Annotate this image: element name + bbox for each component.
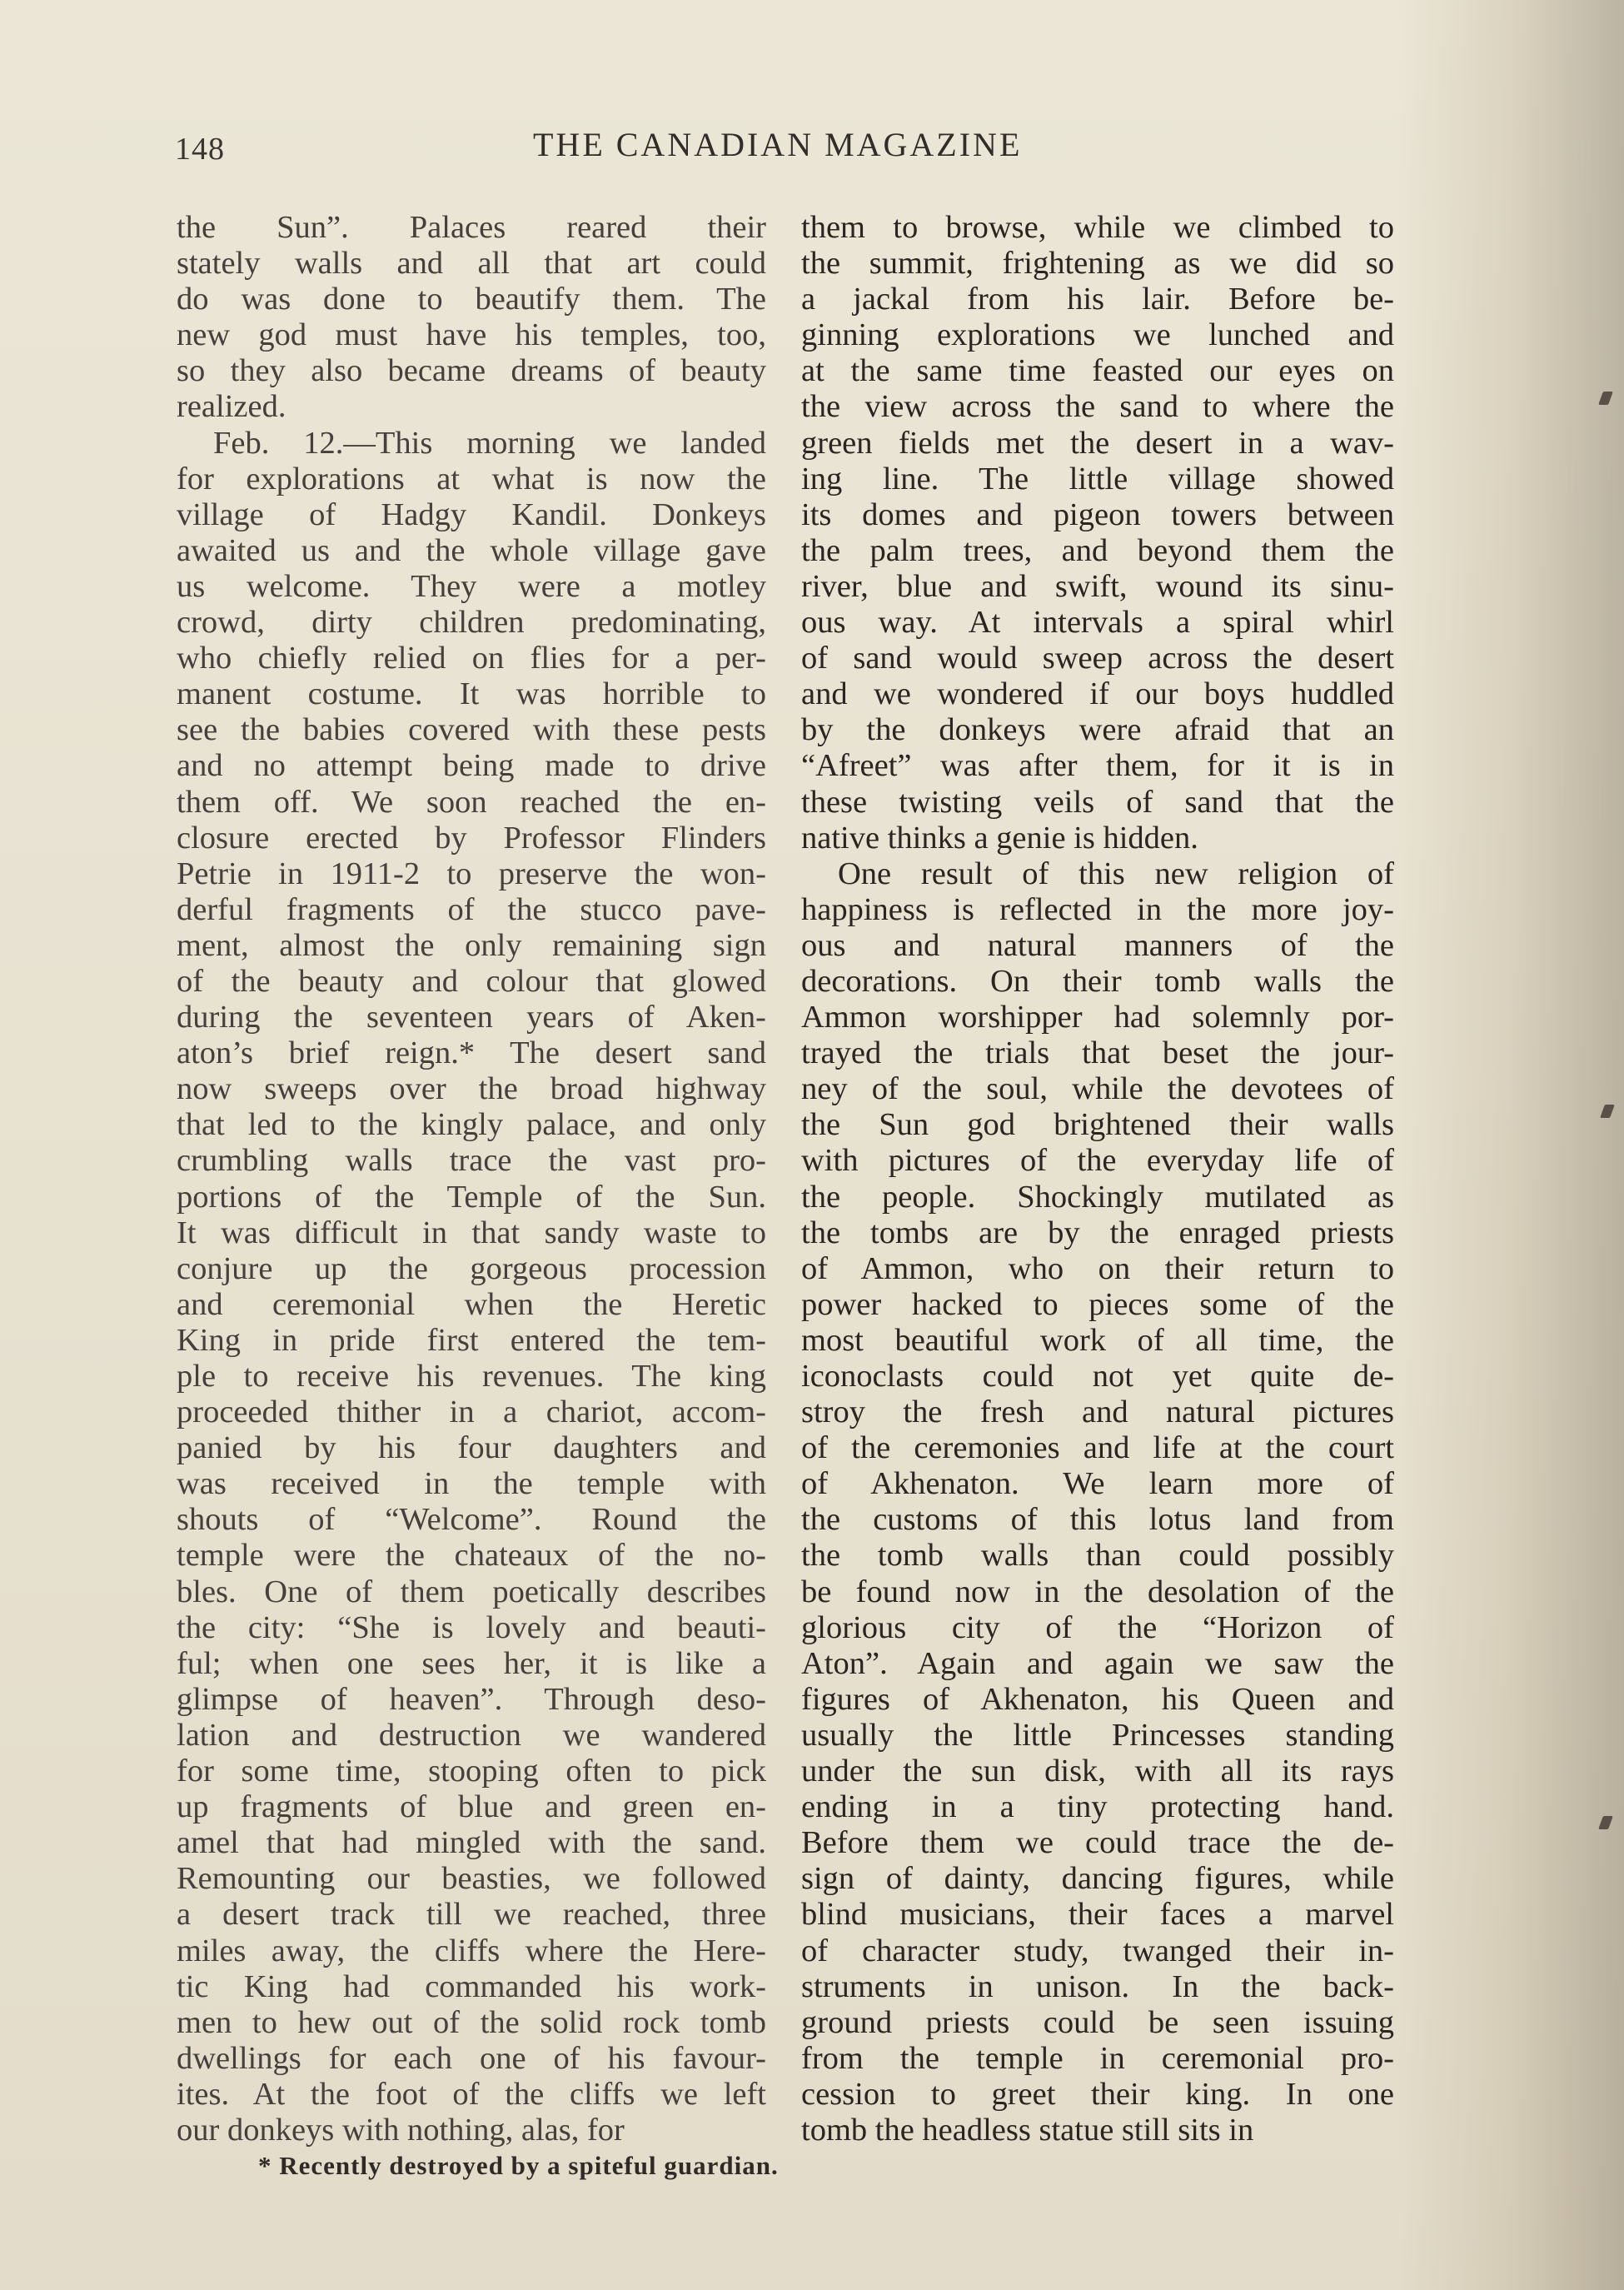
text-line: Petrie in 1911-2 to preserve the won- — [177, 856, 766, 891]
text-line: ending in a tiny protecting hand. — [801, 1789, 1394, 1825]
text-line: One result of this new religion of — [838, 856, 1394, 891]
text-line: iconoclasts could not yet quite de- — [801, 1359, 1394, 1394]
text-line: tic King had commanded his work- — [177, 1968, 766, 2004]
text-line: ing line. The little village showed — [801, 461, 1394, 496]
text-line: the summit, frightening as we did so — [801, 246, 1394, 282]
text-line: the city: “She is lovely and beauti- — [177, 1609, 766, 1645]
text-line: of character study, twanged their in- — [801, 1933, 1394, 1968]
text-line: awaited us and the whole village gave — [177, 532, 766, 568]
text-line: realized. — [177, 389, 286, 425]
text-line: and we wondered if our boys huddled — [801, 676, 1394, 712]
text-line: the tomb walls than could possibly — [801, 1538, 1394, 1574]
text-line: closure erected by Professor Flinders — [177, 820, 766, 856]
text-line: It was difficult in that sandy waste to — [177, 1215, 766, 1250]
text-line: dwellings for each one of his favour- — [177, 2040, 766, 2076]
text-line: stately walls and all that art could — [177, 246, 766, 282]
text-line: ple to receive his revenues. The king — [177, 1359, 766, 1394]
text-line: glimpse of heaven”. Through deso- — [177, 1681, 766, 1717]
text-line: temple were the chateaux of the no- — [177, 1538, 766, 1574]
text-line: stroy the fresh and natural pictures — [801, 1394, 1394, 1430]
text-line: green fields met the desert in a wav- — [801, 425, 1394, 461]
text-line: ous way. At intervals a spiral whirl — [801, 605, 1394, 641]
text-line: a jackal from his lair. Before be- — [801, 282, 1394, 317]
text-line: men to hew out of the solid rock tomb — [177, 2004, 766, 2040]
text-line: at the same time feasted our eyes on — [801, 353, 1394, 389]
text-line: do was done to beautify them. The — [177, 282, 766, 317]
text-line: Before them we could trace the de- — [801, 1825, 1394, 1861]
text-line: the palm trees, and beyond them the — [801, 532, 1394, 568]
text-line: during the seventeen years of Aken- — [177, 1000, 766, 1035]
text-line: for explorations at what is now the — [177, 461, 766, 496]
text-line: miles away, the cliffs where the Here- — [177, 1933, 766, 1968]
text-line: ites. At the foot of the cliffs we left — [177, 2076, 766, 2112]
text-line: ground priests could be seen issuing — [801, 2004, 1394, 2040]
footnote: * Recently destroyed by a spiteful guardian. — [258, 2151, 779, 2180]
text-line: Remounting our beasties, we followed — [177, 1861, 766, 1897]
text-line: the customs of this lotus land from — [801, 1502, 1394, 1538]
text-line: happiness is reflected in the more joy- — [801, 891, 1394, 927]
text-line: blind musicians, their faces a marvel — [801, 1897, 1394, 1933]
text-line: our donkeys with nothing, alas, for — [177, 2112, 625, 2148]
text-line: Feb. 12.—This morning we landed — [213, 425, 766, 461]
edge-mark — [1600, 1105, 1615, 1118]
text-line: them off. We soon reached the en- — [177, 784, 766, 820]
text-line: the Sun god brightened their walls — [801, 1107, 1394, 1143]
text-line: new god must have his temples, too, — [177, 317, 766, 353]
text-line: was received in the temple with — [177, 1466, 766, 1502]
text-line: glorious city of the “Horizon of — [801, 1609, 1394, 1645]
text-line: crumbling walls trace the vast pro- — [177, 1143, 766, 1179]
text-line: be found now in the desolation of the — [801, 1574, 1394, 1609]
text-line: sign of dainty, dancing figures, while — [801, 1861, 1394, 1897]
text-line: these twisting veils of sand that the — [801, 784, 1394, 820]
text-line: native thinks a genie is hidden. — [801, 820, 1198, 856]
text-line: conjure up the gorgeous procession — [177, 1250, 766, 1286]
running-title: THE CANADIAN MAGAZINE — [533, 126, 1023, 163]
text-line: most beautiful work of all time, the — [801, 1322, 1394, 1358]
text-line: tomb the headless statue still sits in — [801, 2112, 1254, 2148]
text-line: “Afreet” was after them, for it is in — [801, 748, 1394, 784]
text-line: usually the little Princesses standing — [801, 1717, 1394, 1753]
text-line: its domes and pigeon towers between — [801, 496, 1394, 532]
text-line: ful; when one sees her, it is like a — [177, 1645, 766, 1681]
text-line: ginning explorations we lunched and — [801, 317, 1394, 353]
text-line: by the donkeys were afraid that an — [801, 712, 1394, 748]
text-line: decorations. On their tomb walls the — [801, 963, 1394, 999]
text-line: and no attempt being made to drive — [177, 748, 766, 784]
text-line: river, blue and swift, wound its sinu- — [801, 568, 1394, 604]
text-line: cession to greet their king. In one — [801, 2076, 1394, 2112]
text-line: struments in unison. In the back- — [801, 1968, 1394, 2004]
text-line: from the temple in ceremonial pro- — [801, 2040, 1394, 2076]
text-line: power hacked to pieces some of the — [801, 1286, 1394, 1322]
text-line: of Akhenaton. We learn more of — [801, 1466, 1394, 1502]
text-line: of sand would sweep across the desert — [801, 641, 1394, 676]
text-line: so they also became dreams of beauty — [177, 353, 766, 389]
right-text-column — [801, 210, 1394, 2148]
text-line: the tombs are by the enraged priests — [801, 1215, 1394, 1250]
text-line: King in pride first entered the tem- — [177, 1322, 766, 1358]
text-line: up fragments of blue and green en- — [177, 1789, 766, 1825]
text-line: the people. Shockingly mutilated as — [801, 1179, 1394, 1215]
text-line: see the babies covered with these pests — [177, 712, 766, 748]
left-text-column — [177, 210, 766, 2148]
text-line: us welcome. They were a motley — [177, 568, 766, 604]
text-line: and ceremonial when the Heretic — [177, 1286, 766, 1322]
text-line: Ammon worshipper had solemnly por- — [801, 1000, 1394, 1035]
text-line: figures of Akhenaton, his Queen and — [801, 1681, 1394, 1717]
text-line: under the sun disk, with all its rays — [801, 1754, 1394, 1789]
text-line: village of Hadgy Kandil. Donkeys — [177, 496, 766, 532]
text-line: with pictures of the everyday life of — [801, 1143, 1394, 1179]
text-line: trayed the trials that beset the jour- — [801, 1035, 1394, 1071]
text-line: of the beauty and colour that glowed — [177, 963, 766, 999]
text-line: amel that had mingled with the sand. — [177, 1825, 766, 1861]
text-line: shouts of “Welcome”. Round the — [177, 1502, 766, 1538]
text-line: them to browse, while we climbed to — [801, 210, 1394, 245]
text-line: a desert track till we reached, three — [177, 1897, 766, 1933]
text-line: derful fragments of the stucco pave- — [177, 891, 766, 927]
edge-mark — [1598, 392, 1613, 405]
text-line: bles. One of them poetically describes — [177, 1574, 766, 1609]
text-line: proceeded thither in a chariot, accom- — [177, 1394, 766, 1430]
text-line: of the ceremonies and life at the court — [801, 1430, 1394, 1466]
page-number: 148 — [175, 132, 225, 167]
text-line: crowd, dirty children predominating, — [177, 605, 766, 641]
text-line: of Ammon, who on their return to — [801, 1250, 1394, 1286]
text-line: the Sun”. Palaces reared their — [177, 210, 766, 245]
text-line: Aton”. Again and again we saw the — [801, 1645, 1394, 1681]
text-line: panied by his four daughters and — [177, 1430, 766, 1466]
edge-mark — [1598, 1816, 1613, 1829]
text-line: now sweeps over the broad highway — [177, 1071, 766, 1107]
text-line: who chiefly relied on flies for a per- — [177, 641, 766, 676]
text-line: portions of the Temple of the Sun. — [177, 1179, 766, 1215]
text-line: the view across the sand to where the — [801, 389, 1394, 425]
text-line: lation and destruction we wandered — [177, 1717, 766, 1753]
text-line: for some time, stooping often to pick — [177, 1754, 766, 1789]
text-line: that led to the kingly palace, and only — [177, 1107, 766, 1143]
text-line: ment, almost the only remaining sign — [177, 927, 766, 963]
text-line: aton’s brief reign.* The desert sand — [177, 1035, 766, 1071]
text-line: ney of the soul, while the devotees of — [801, 1071, 1394, 1107]
text-line: manent costume. It was horrible to — [177, 676, 766, 712]
text-line: ous and natural manners of the — [801, 927, 1394, 963]
